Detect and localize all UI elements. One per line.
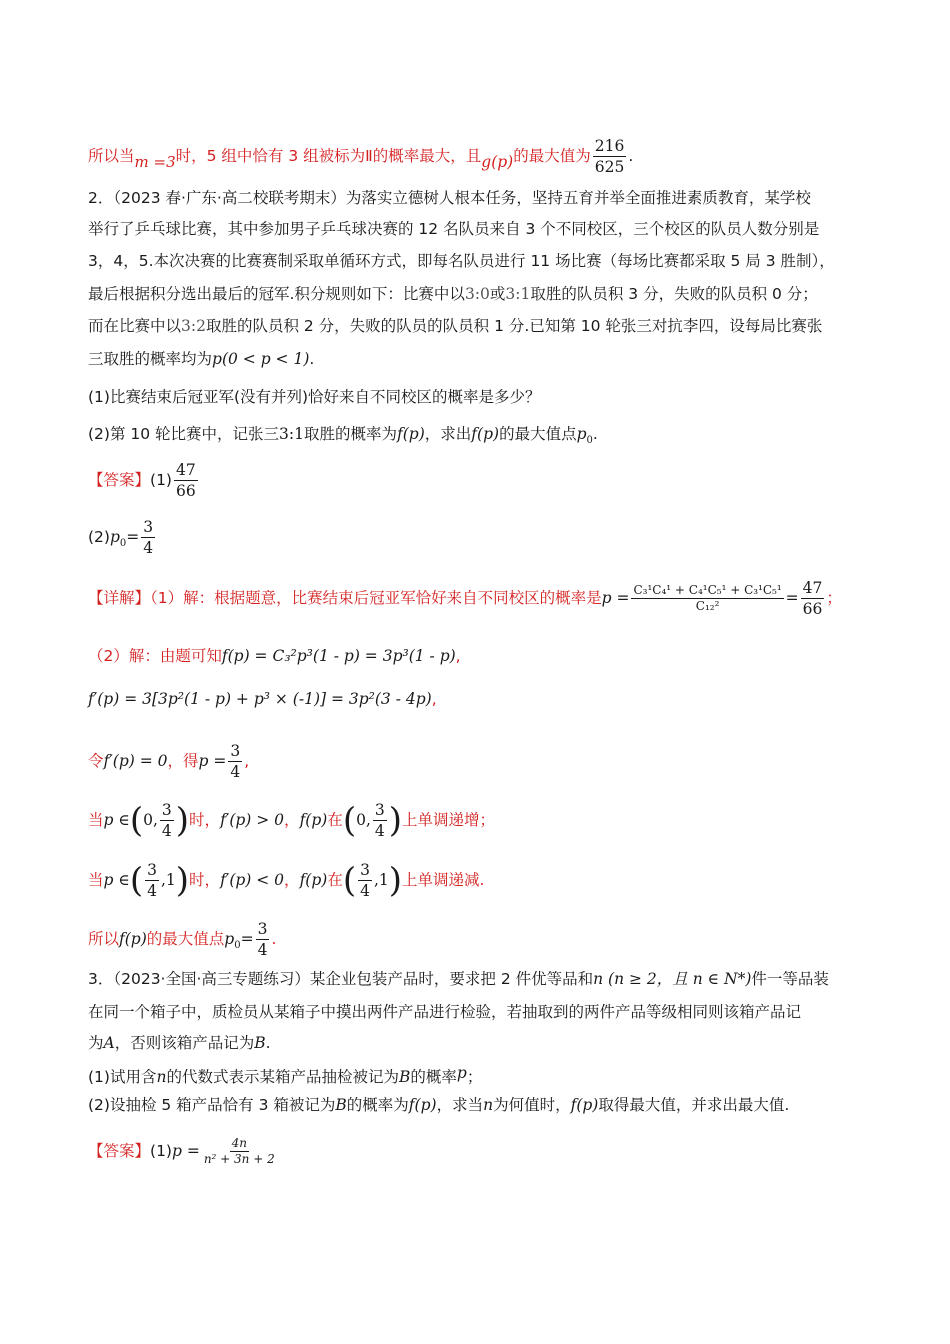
math-gp: g(p) [481,153,514,171]
math-B: B [335,1096,347,1114]
q2-detail-1 [88,578,890,619]
math-p-in: p ∈ [103,871,130,889]
text: . [265,1034,271,1052]
math-p: p = [198,752,227,770]
q2-line-4 [88,283,890,305]
text: . [309,350,315,368]
text: ，求当 [436,1096,484,1114]
text: (1) [150,1142,172,1160]
numerator: 3 [143,518,154,536]
q3-subquestion-1 [88,1062,890,1088]
text: (1)试用含 [88,1068,157,1086]
math-p0: p [576,425,587,443]
text: 在 [327,871,343,889]
text: 为何值时， [493,1096,571,1114]
fraction-3-4 [145,860,159,901]
text: 0, [356,811,371,829]
numerator: 3 [374,801,385,819]
text: ,1 [160,871,176,889]
fraction-combinations [631,583,783,614]
text: 的概率 [410,1068,457,1086]
text: 为 [88,1034,104,1052]
detail-label: 【详解】 [88,589,151,607]
denominator: 4 [161,822,172,840]
q3-line-1 [88,968,890,990]
numerator: 4n [231,1136,247,1150]
denominator: 4 [143,539,154,557]
text: 时，5 组中恰有 3 组被标为Ⅱ的概率最大，且 [175,147,482,165]
math-fp: f(p) [408,1096,437,1114]
text: ， [284,871,300,889]
text: （2）解：由题可知 [88,647,222,665]
answer-label: 【答案】 [88,471,151,489]
q2-detail-2 [88,645,890,667]
math-fp: f(p) [119,930,147,948]
text: . [592,425,598,443]
text: 三取胜的概率均为 [88,350,213,368]
text: 件一等品装 [751,970,829,988]
text: 取胜的队员积 2 分，失败的队员的队员积 1 分.已知第 10 轮张三对抗李四，设每局比赛张 [205,317,823,335]
q2-line-5 [88,315,890,337]
denominator: 66 [802,600,823,618]
text: 令 [88,752,104,770]
math-fp: f(p) [397,425,425,443]
text: 0, [143,811,158,829]
text: , [244,752,250,770]
text: 当 [88,811,104,829]
text: 取胜的概率为 [304,425,398,443]
text: ，求出 [424,425,472,443]
q3-line-3 [88,1032,890,1054]
fraction-3-4 [228,741,242,782]
math-p-in: p ∈ [103,811,130,829]
denominator: 66 [175,482,196,500]
denominator: 625 [594,158,625,176]
text: 取胜的队员积 3 分，失败的队员积 0 分； [530,285,818,303]
numerator: C₃¹C₄¹ + C₄¹C₅¹ + C₃¹C₅¹ [633,583,782,597]
text: ； [826,589,842,607]
text: ，得 [167,752,199,770]
text: (1) [150,471,172,489]
math-derivative-zero: f′(p) = 0 [103,752,168,770]
fraction-47-66 [174,460,198,501]
fraction-47-66 [801,578,825,619]
text: 当 [88,871,104,889]
math-p0: p [109,528,120,546]
math-fp: f(p) [299,811,328,829]
q2-detail-7: 所以f(p)的最大值点$p_0=$ $\frac{3}{4}$ . [88,920,277,959]
math-A: A [103,1034,115,1052]
text: (2)设抽检 5 箱产品恰有 3 箱被记为 [88,1096,336,1114]
denominator: C₁₂² [695,599,720,613]
fraction-3-4 [256,919,270,960]
text: 所以 [88,930,120,948]
text: 所以当 [88,147,135,165]
math-p0: p [224,930,235,948]
text: (2)第 10 轮比赛中，记张三 [88,425,280,443]
text: 而在比赛中以 [88,317,182,335]
text: 取得最大值，并求出最大值. [598,1096,790,1114]
numerator: 47 [802,579,823,597]
q2-subquestion-2: (2)第 10 轮比赛中，记张三3:1取胜的概率为f(p)，求出f(p)的最大值点$p_0$. [88,425,598,447]
fraction-3-4 [160,800,174,841]
math-ratio: 3:2 [181,317,206,335]
answer-label: 【答案】 [88,1142,151,1160]
text: = [785,589,799,607]
math-p: p = [601,589,630,607]
math-ratio: 3:1 [279,425,304,443]
numerator: 3 [230,742,241,760]
numerator: 3 [147,861,157,879]
math-fp: f(p) [471,425,500,443]
denominator: 4 [147,882,157,900]
denominator: 4 [230,763,241,781]
q2-line-3: 3，4，5.本次决赛的比赛赛制采取单循环方式，即每名队员进行 11 场比赛（每场比赛都采取 5 局 3 胜制）， [88,252,835,270]
text: （1）解：根据题意，比赛结束后冠亚军恰好来自不同校区的概率是 [150,589,602,607]
text: = [126,528,140,546]
text: ； [466,1068,483,1086]
math-derivative-positive: f′(p) > 0 [220,811,285,829]
prev-conclusion [88,136,890,177]
math-n: n [156,1068,167,1086]
text: ，否则该箱产品记为 [114,1034,255,1052]
fraction-3-4 [141,517,155,558]
text: = [240,930,254,948]
text: , [455,647,461,665]
q2-line-1: 2．（2023 春·广东·高二校联考期末）为落实立德树人根本任务，坚持五育并举全面推进素质教育，某学校 [88,189,811,207]
math-p-range: p(0 < p < 1) [212,350,310,368]
math-fp: f(p) [570,1096,599,1114]
text: 的最大值点 [499,425,577,443]
q2-answer-1 [88,460,890,501]
denominator: n² + 3n + 2 [203,1152,275,1166]
q2-detail-6: 当p ∈( $\frac{3}{4}$ ,1)时，f′(p) < 0，f(p)在( $\frac{3}{4}$ ,1)上单调递减. [88,860,485,901]
math-derivative-expression: f′(p) = 3[3p²(1 - p) + p³ × (-1)] = 3p²(3 - 4p) [88,690,432,708]
text: . [628,147,634,165]
text: 上单调递减. [402,871,485,889]
text: 的最大值为 [513,147,591,165]
text: . [271,930,277,948]
text: 最后根据积分选出最后的冠军.积分规则如下：比赛中以 [88,285,465,303]
math-m: m =3 [134,153,176,171]
q3-line-2: 在同一个箱子中，质检员从某箱子中摸出两件产品进行检验，若抽取到的两件产品等级相同则该箱产品记 [88,1003,802,1021]
fraction-216-625 [593,136,627,177]
numerator: 3 [360,861,370,879]
math-n-condition: n (n ≥ 2，且 n ∈ N*) [593,970,752,988]
numerator: 216 [594,137,625,155]
math-derivative-negative: f′(p) < 0 [220,871,285,889]
math-p: p [456,1064,467,1082]
text: ， [284,811,300,829]
text: 或 [489,285,506,303]
text: 的概率为 [346,1096,409,1114]
denominator: 4 [257,941,268,959]
text: 的最大值点 [146,930,225,948]
numerator: 47 [175,461,196,479]
text: , [431,690,437,708]
math-ratio: 3:1 [505,285,531,303]
numerator: 3 [161,801,172,819]
denominator: 4 [360,882,370,900]
text: ,1 [373,871,389,889]
denominator: 4 [374,822,385,840]
q2-subquestion-1: (1)比赛结束后冠亚军(没有并列)恰好来自不同校区的概率是多少？ [88,388,541,406]
math-B: B [254,1034,266,1052]
math-fp: f(p) [299,871,328,889]
q3-subquestion-2 [88,1094,890,1116]
fraction-3-4 [373,800,387,841]
text: 时， [189,871,221,889]
text: 3．（2023·全国·高三专题练习）某企业包装产品时，要求把 2 件优等品和 [88,970,594,988]
q3-answer-1 [88,1136,890,1167]
q2-line-2: 举行了乒乓球比赛，其中参加男子乒乓球决赛的 12 名队员来自 3 个不同校区，三个校区的队员人数分别是 [88,220,820,238]
numerator: 3 [257,920,268,938]
math-ratio: 3:0 [464,285,490,303]
fraction-probability [202,1136,277,1167]
text: (2) [88,528,110,546]
text: 的代数式表示某箱产品抽检被记为 [166,1068,399,1086]
math-fp-expression: f(p) = C₃²p³(1 - p) = 3p³(1 - p) [221,647,456,665]
fraction-3-4 [358,860,372,901]
math-B: B [398,1068,411,1086]
q2-detail-5: 当p ∈(0, $\frac{3}{4}$ )时，f′(p) > 0，f(p)在(0, $\frac{3}{4}$ )上单调递增； [88,800,496,841]
text: 时， [189,811,221,829]
math-n: n [483,1096,494,1114]
q2-detail-4 [88,741,890,782]
text: 在 [327,811,343,829]
text: 上单调递增； [402,811,496,829]
q2-detail-3 [88,688,890,710]
math-p: p = [171,1142,200,1160]
q2-line-6 [88,348,890,370]
q2-answer-2: $(2)p_0=$ $\frac{3}{4}$ [88,518,154,557]
